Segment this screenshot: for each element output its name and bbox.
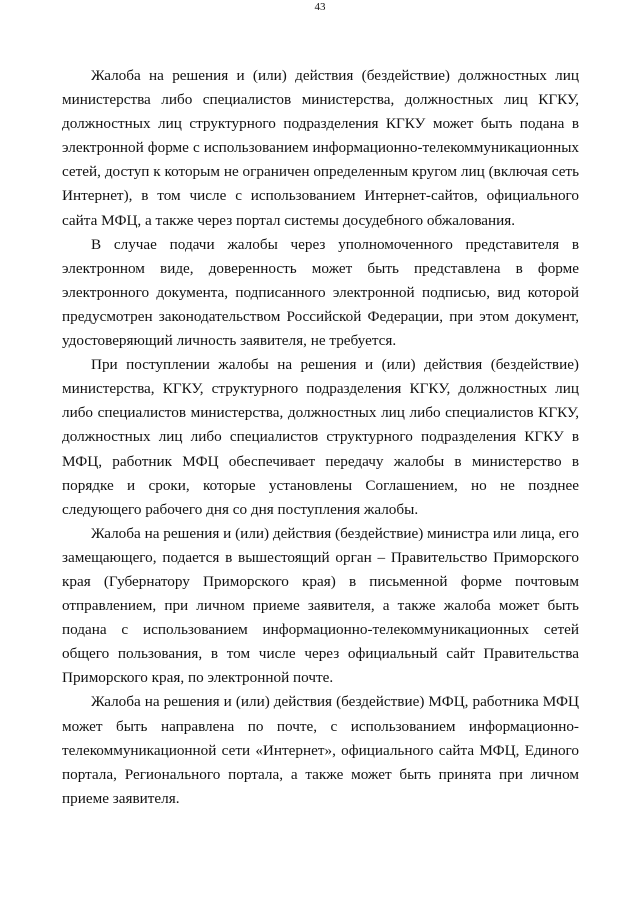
- paragraph-electronic-complaint: Жалоба на решения и (или) действия (бездействие) должностных лиц министерства либо специалистов министерства, должностных лиц КГКУ, должностных лиц структурного подразделения КГКУ может быть подана в электронной форме с использованием информационно-телекоммуникационных сетей, доступ к которым не ограничен определенным кругом лиц (включая сеть Интернет), в том числе с использованием Интернет-сайтов, официального сайта МФЦ, а также через портал системы досудебного обжалования.: [62, 67, 579, 229]
- paragraph-mfc-complaint: Жалоба на решения и (или) действия (бездействие) МФЦ, работника МФЦ может быть направлена по почте, с использованием информационно-телекоммуникационной сети «Интернет», официального сайта МФЦ, Единого портала, Регионального портала, а также может быть принята при личном приеме заявителя.: [62, 693, 579, 807]
- paragraph-representative: В случае подачи жалобы через уполномоченного представителя в электронном виде, доверенность может быть представлена в форме электронного документа, подписанного электронной подписью, вид которой предусмотрен законодательством Российской Федерации, при этом документ, удостоверяющий личность заявителя, не требуется.: [62, 235, 579, 350]
- paragraph-mfc-transfer: При поступлении жалобы на решения и (или) действия (бездействие) министерства, КГКУ, структурного подразделения КГКУ, должностных лиц либо специалистов министерства, должностных лиц либо специалистов КГКУ, должностных лиц либо специалистов структурного подразделения КГКУ в МФЦ, работник МФЦ обеспечивает передачу жалобы в министерство в порядке и сроки, которые установлены Соглашением, но не позднее следующего рабочего дня со дня поступления жалобы.: [62, 356, 579, 518]
- page-number: 43: [314, 1, 326, 13]
- document-body: [62, 64, 579, 811]
- paragraph-minister-complaint: Жалоба на решения и (или) действия (бездействие) министра или лица, его замещающего, подается в вышестоящий орган – Правительство Приморского края (Губернатору Приморского края) в письменной форме почтовым отправлением, при личном приеме заявителя, а также жалоба может быть подана с использованием информационно-телекоммуникационных сетей общего пользования, в том числе через официальный сайт Правительства Приморского края, по электронной почте.: [62, 524, 579, 687]
